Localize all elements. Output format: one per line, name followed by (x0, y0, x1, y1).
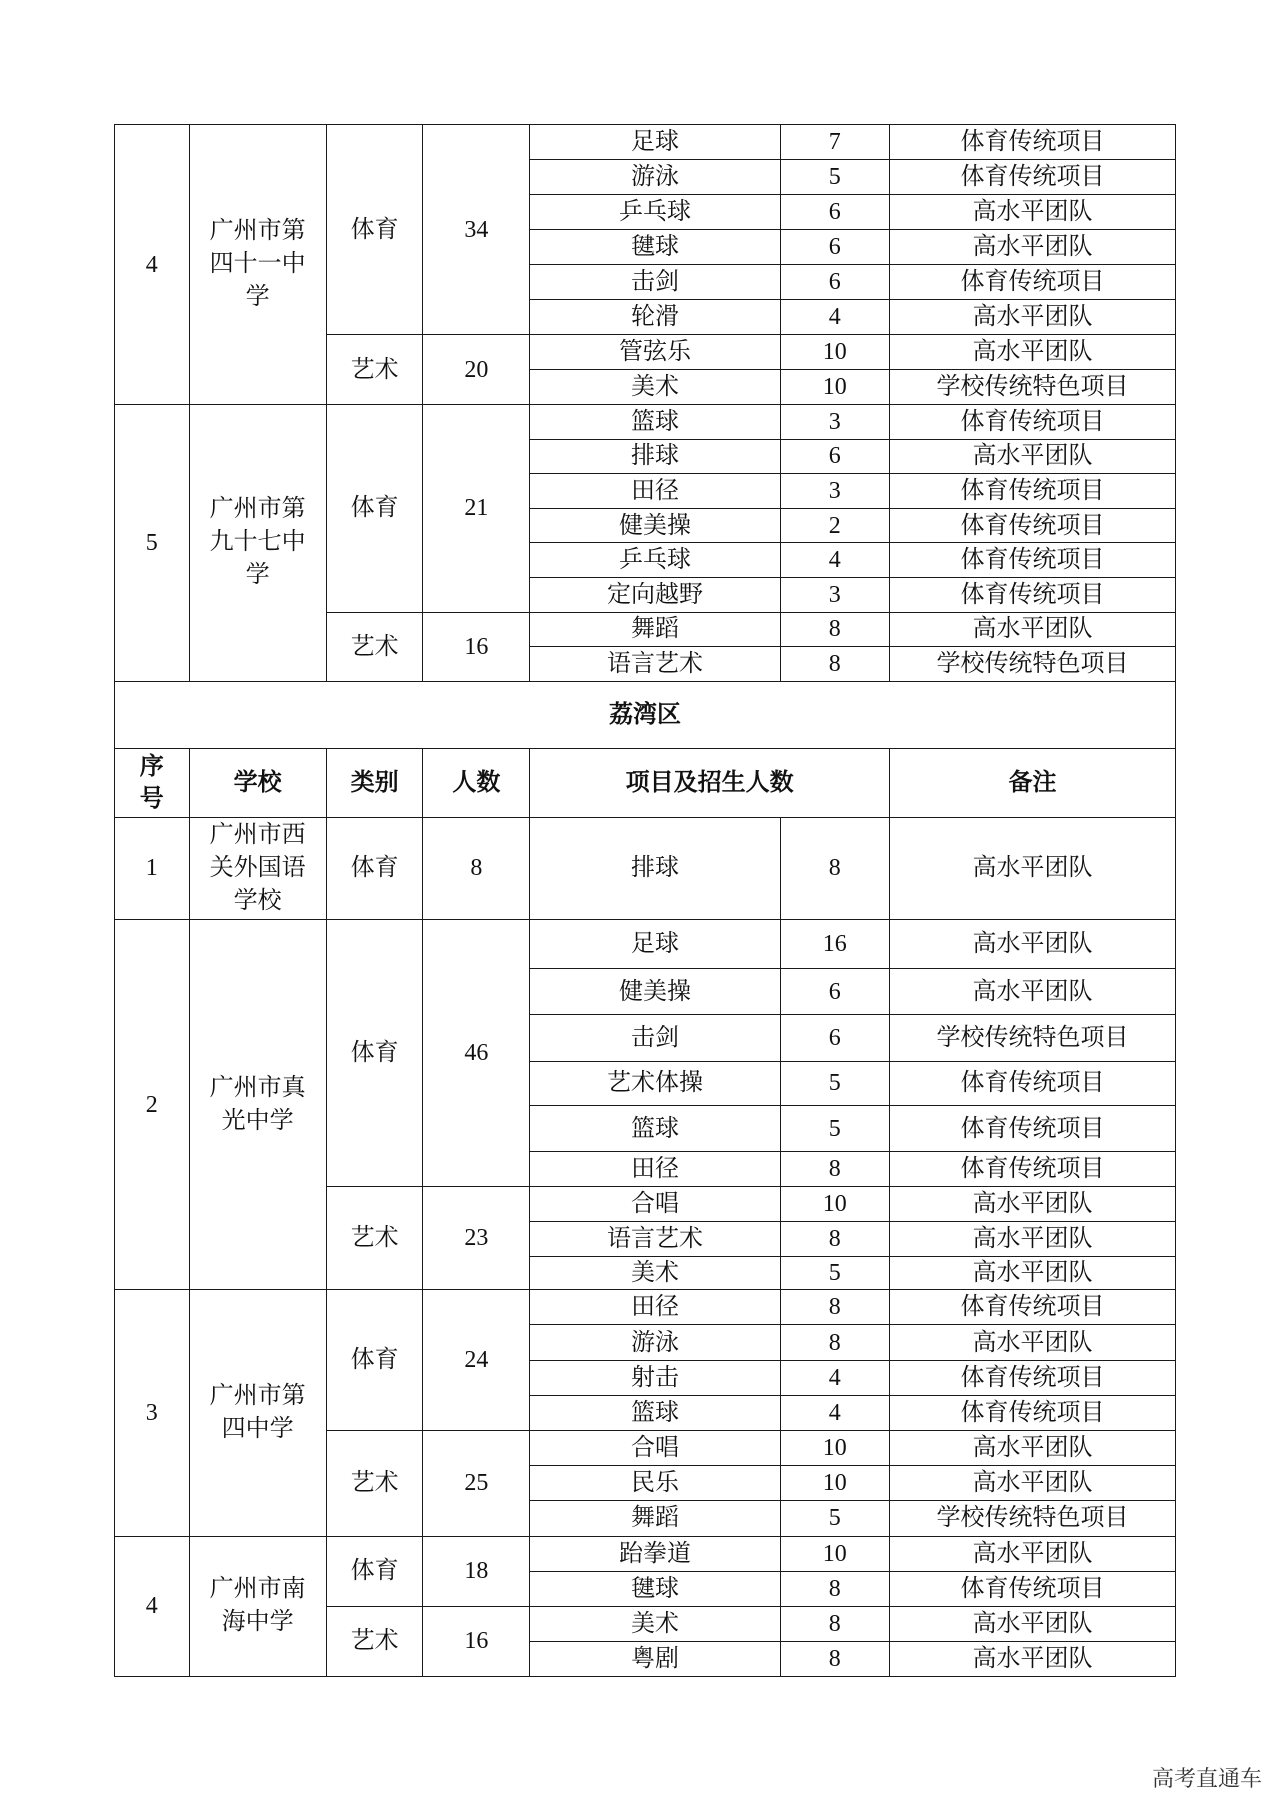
table-row (115, 125, 1176, 160)
school-index-cell: 4 (115, 1536, 190, 1676)
project-quota-cell: 4 (780, 300, 889, 335)
project-quota-cell: 5 (780, 1501, 889, 1536)
project-name-cell: 健美操 (530, 968, 780, 1015)
category-cell: 艺术 (326, 1187, 423, 1290)
project-name-cell: 定向越野 (530, 577, 780, 612)
headcount-cell: 34 (423, 125, 530, 335)
note-cell: 高水平团队 (889, 439, 1175, 474)
project-quota-cell: 6 (780, 439, 889, 474)
school-name: 广州市真光中学 (209, 1074, 306, 1134)
school-name: 广州市西关外国语学校 (209, 821, 306, 914)
project-name-cell: 足球 (530, 125, 780, 160)
note-cell: 体育传统项目 (889, 265, 1175, 300)
note-cell: 高水平团队 (889, 1325, 1175, 1360)
note-cell: 高水平团队 (889, 1536, 1175, 1571)
headcount-cell: 16 (423, 612, 530, 681)
note-cell: 高水平团队 (889, 230, 1175, 265)
project-quota-cell: 8 (780, 612, 889, 647)
note-cell: 体育传统项目 (889, 1061, 1175, 1105)
project-quota-cell: 5 (780, 1257, 889, 1290)
note-cell: 体育传统项目 (889, 125, 1175, 160)
school-index-cell: 4 (115, 125, 190, 405)
school-name-cell (189, 1536, 326, 1676)
project-name-cell: 语言艺术 (530, 647, 780, 682)
project-name-cell: 篮球 (530, 1395, 780, 1430)
project-quota-cell: 7 (780, 125, 889, 160)
headcount-cell: 20 (423, 335, 530, 405)
project-name-cell: 射击 (530, 1360, 780, 1395)
project-name-cell: 舞蹈 (530, 1501, 780, 1536)
project-quota-cell: 3 (780, 577, 889, 612)
headcount-cell: 21 (423, 405, 530, 613)
headcount-cell: 8 (423, 817, 530, 919)
header-category: 类别 (326, 748, 423, 817)
category-cell: 艺术 (326, 1431, 423, 1537)
table-header-row (115, 748, 1176, 817)
project-name-cell: 美术 (530, 1606, 780, 1641)
note-cell: 体育传统项目 (889, 1571, 1175, 1606)
project-quota-cell: 8 (780, 1641, 889, 1676)
note-cell: 高水平团队 (889, 1431, 1175, 1466)
project-name-cell: 合唱 (530, 1187, 780, 1222)
header-count: 人数 (423, 748, 530, 817)
headcount-cell: 16 (423, 1606, 530, 1676)
note-cell: 高水平团队 (889, 335, 1175, 370)
note-cell: 体育传统项目 (889, 577, 1175, 612)
school-name: 广州市第四中学 (209, 1382, 306, 1442)
note-cell: 高水平团队 (889, 1466, 1175, 1501)
project-quota-cell: 10 (780, 1466, 889, 1501)
project-name-cell: 民乐 (530, 1466, 780, 1501)
header-note: 备注 (889, 748, 1175, 817)
project-quota-cell: 6 (780, 230, 889, 265)
table-body (115, 125, 1176, 1677)
district-row (115, 681, 1176, 748)
project-name-cell: 管弦乐 (530, 335, 780, 370)
school-index-cell: 5 (115, 405, 190, 682)
school-index-cell: 2 (115, 919, 190, 1290)
project-quota-cell: 8 (780, 1606, 889, 1641)
project-name-cell: 篮球 (530, 405, 780, 440)
project-name-cell: 游泳 (530, 160, 780, 195)
project-name-cell: 美术 (530, 370, 780, 405)
school-name-cell (189, 405, 326, 682)
project-quota-cell: 5 (780, 1061, 889, 1105)
school-name: 广州市第四十一中学 (209, 218, 306, 310)
note-cell: 高水平团队 (889, 612, 1175, 647)
table-row (115, 1536, 1176, 1571)
note-cell: 高水平团队 (889, 1187, 1175, 1222)
note-cell: 学校传统特色项目 (889, 370, 1175, 405)
project-name-cell: 排球 (530, 439, 780, 474)
project-quota-cell: 8 (780, 1571, 889, 1606)
project-quota-cell: 4 (780, 1360, 889, 1395)
note-cell: 高水平团队 (889, 1257, 1175, 1290)
category-cell: 艺术 (326, 335, 423, 405)
headcount-cell: 18 (423, 1536, 530, 1606)
note-cell: 体育传统项目 (889, 474, 1175, 509)
project-name-cell: 美术 (530, 1257, 780, 1290)
table-row (115, 919, 1176, 968)
school-name-cell (189, 817, 326, 919)
table-row (115, 817, 1176, 919)
project-quota-cell: 16 (780, 919, 889, 968)
note-cell: 学校传统特色项目 (889, 1015, 1175, 1062)
project-quota-cell: 8 (780, 647, 889, 682)
project-name-cell: 击剑 (530, 1015, 780, 1062)
enrollment-table (114, 124, 1176, 1677)
school-index-cell: 3 (115, 1290, 190, 1536)
header-school: 学校 (189, 748, 326, 817)
project-name-cell: 田径 (530, 1152, 780, 1187)
project-name-cell: 艺术体操 (530, 1061, 780, 1105)
project-quota-cell: 10 (780, 1431, 889, 1466)
note-cell: 高水平团队 (889, 968, 1175, 1015)
district-title: 荔湾区 (115, 681, 1176, 748)
project-quota-cell: 6 (780, 968, 889, 1015)
project-quota-cell: 5 (780, 160, 889, 195)
header-project: 项目及招生人数 (530, 748, 890, 817)
project-name-cell: 击剑 (530, 265, 780, 300)
category-cell: 艺术 (326, 1606, 423, 1676)
project-name-cell: 足球 (530, 919, 780, 968)
headcount-cell: 23 (423, 1187, 530, 1290)
watermark-text: 高考直通车 (1151, 1766, 1262, 1791)
note-cell: 学校传统特色项目 (889, 1501, 1175, 1536)
project-name-cell: 游泳 (530, 1325, 780, 1360)
note-cell: 体育传统项目 (889, 1152, 1175, 1187)
project-quota-cell: 6 (780, 265, 889, 300)
category-cell: 体育 (326, 1536, 423, 1606)
project-quota-cell: 4 (780, 1395, 889, 1430)
note-cell: 高水平团队 (889, 195, 1175, 230)
note-cell: 体育传统项目 (889, 405, 1175, 440)
project-quota-cell: 4 (780, 543, 889, 578)
project-name-cell: 田径 (530, 474, 780, 509)
headcount-cell: 24 (423, 1290, 530, 1431)
project-name-cell: 轮滑 (530, 300, 780, 335)
project-name-cell: 健美操 (530, 508, 780, 543)
category-cell: 体育 (326, 919, 423, 1187)
header-index (115, 748, 190, 817)
category-cell: 体育 (326, 405, 423, 613)
project-name-cell: 乒乓球 (530, 195, 780, 230)
project-name-cell: 乒乓球 (530, 543, 780, 578)
project-name-cell: 粤剧 (530, 1641, 780, 1676)
note-cell: 高水平团队 (889, 1222, 1175, 1257)
project-quota-cell: 10 (780, 1536, 889, 1571)
project-quota-cell: 5 (780, 1105, 889, 1152)
project-name-cell: 田径 (530, 1290, 780, 1325)
project-quota-cell: 8 (780, 1290, 889, 1325)
project-quota-cell: 10 (780, 1187, 889, 1222)
category-cell: 体育 (326, 1290, 423, 1431)
note-cell: 体育传统项目 (889, 508, 1175, 543)
note-cell: 高水平团队 (889, 919, 1175, 968)
school-name-cell (189, 1290, 326, 1536)
note-cell: 高水平团队 (889, 817, 1175, 919)
project-quota-cell: 8 (780, 1222, 889, 1257)
table-row (115, 1290, 1176, 1325)
note-cell: 体育传统项目 (889, 1290, 1175, 1325)
project-quota-cell: 10 (780, 335, 889, 370)
project-quota-cell: 8 (780, 1152, 889, 1187)
headcount-cell: 46 (423, 919, 530, 1187)
project-quota-cell: 6 (780, 1015, 889, 1062)
category-cell: 艺术 (326, 612, 423, 681)
project-name-cell: 毽球 (530, 1571, 780, 1606)
category-cell: 体育 (326, 125, 423, 335)
project-name-cell: 排球 (530, 817, 780, 919)
project-quota-cell: 8 (780, 1325, 889, 1360)
note-cell: 高水平团队 (889, 1606, 1175, 1641)
category-cell: 体育 (326, 817, 423, 919)
project-quota-cell: 10 (780, 370, 889, 405)
project-quota-cell: 6 (780, 195, 889, 230)
project-name-cell: 语言艺术 (530, 1222, 780, 1257)
project-name-cell: 毽球 (530, 230, 780, 265)
project-name-cell: 合唱 (530, 1431, 780, 1466)
header-index-label: 序号 (139, 752, 164, 812)
note-cell: 体育传统项目 (889, 160, 1175, 195)
school-name: 广州市第九十七中学 (209, 496, 306, 589)
school-name-cell (189, 919, 326, 1290)
school-name-cell (189, 125, 326, 405)
school-name: 广州市南海中学 (209, 1576, 306, 1636)
project-name-cell: 跆拳道 (530, 1536, 780, 1571)
project-name-cell: 篮球 (530, 1105, 780, 1152)
table-row (115, 405, 1176, 440)
note-cell: 学校传统特色项目 (889, 647, 1175, 682)
project-quota-cell: 3 (780, 405, 889, 440)
project-quota-cell: 8 (780, 817, 889, 919)
note-cell: 高水平团队 (889, 1641, 1175, 1676)
school-index-cell: 1 (115, 817, 190, 919)
note-cell: 体育传统项目 (889, 1395, 1175, 1430)
headcount-cell: 25 (423, 1431, 530, 1537)
project-name-cell: 舞蹈 (530, 612, 780, 647)
note-cell: 体育传统项目 (889, 1360, 1175, 1395)
project-quota-cell: 2 (780, 508, 889, 543)
project-quota-cell: 3 (780, 474, 889, 509)
note-cell: 高水平团队 (889, 300, 1175, 335)
note-cell: 体育传统项目 (889, 1105, 1175, 1152)
note-cell: 体育传统项目 (889, 543, 1175, 578)
